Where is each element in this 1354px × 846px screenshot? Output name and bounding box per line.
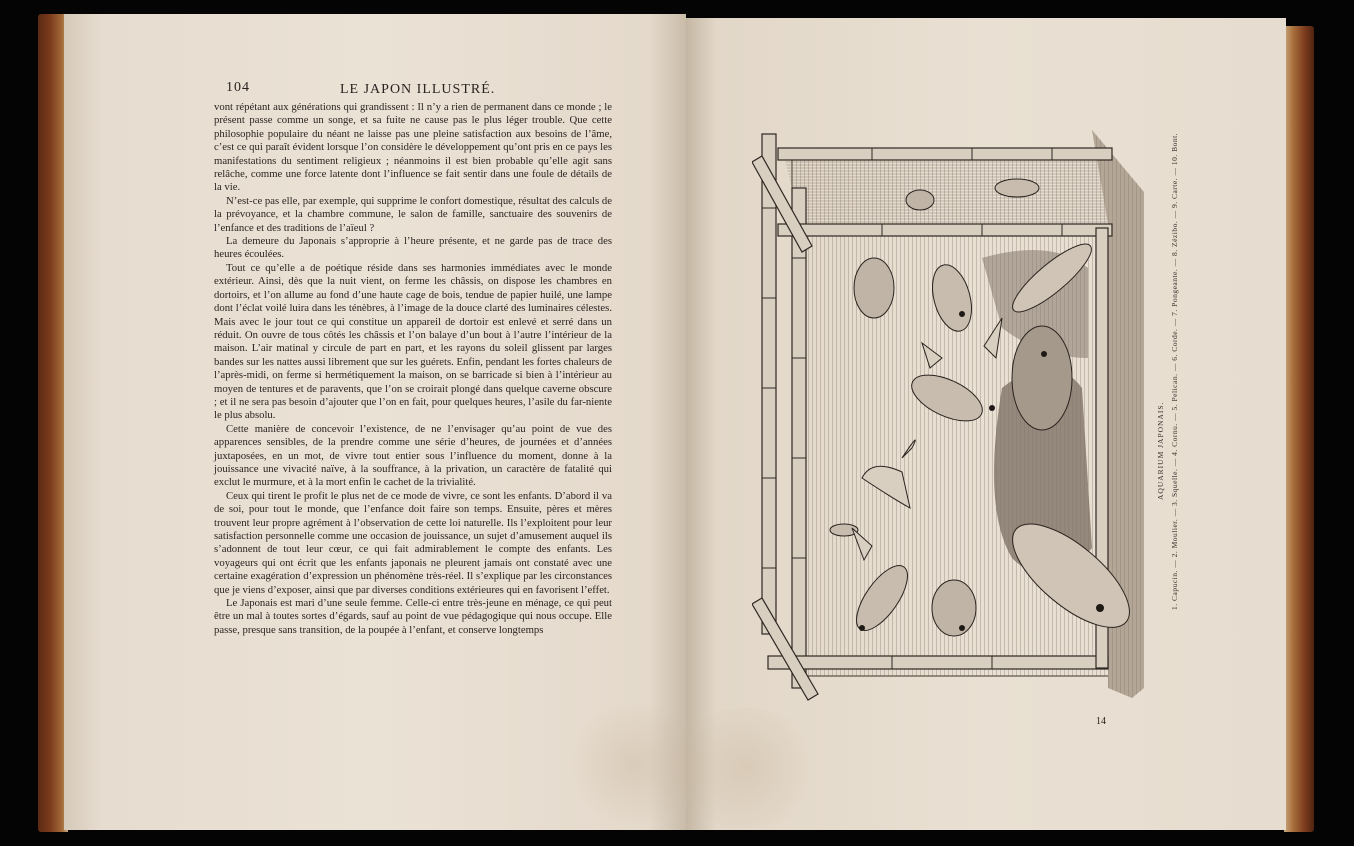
plate-title: AQUARIUM JAPONAIS.	[1156, 401, 1165, 500]
book-spine-edge-right	[1284, 26, 1314, 832]
plate-caption: 1. Capucin. — 2. Moulier. — 3. Squelle. — 4. Cornu. — 5. Pelican. — 6. Corde. — 7. Pongeante. — 8. Zézibo. — 9. Carte. — 10. Bont.	[1170, 132, 1179, 610]
paragraph: Cette manière de concevoir l’existence, de ne l’envisager qu’au point de vue des apparences sensibles, de la prendre comme une série d’heures, de journées et d’années juxtaposées, en un mot, de vivre tout entier sous l’influence du moment, donne à la jouissance une vivacité naïve, à la souffrance, à la privation, un caractère de fatalité qui exclut le murmure, et à la mort enfin le cachet de la trivialité.	[214, 422, 612, 489]
running-title: LE JAPON ILLUSTRÉ.	[340, 82, 496, 97]
paragraph: vont répétant aux générations qui grandissent : Il n’y a rien de permanent dans ce monde ; le présent passe comme un songe, et sa fuite ne cause pas le plus léger trouble. Que cette philosophie populaire du néant ne laisse pas une pleine satisfaction aux besoins de l’âme, c’est ce qui paraît évident lorsque l’on considère le développement qu’ont pris en ce pays les manifestations du sentiment religieux ; néanmoins il est bien probable qu’elle agit sans relâche, comme une force latente dont l’influence se fait sentir dans une foule de détails de la vie.	[214, 101, 612, 194]
water-stain	[666, 708, 826, 828]
body-text	[214, 101, 612, 637]
paragraph: Ceux qui tirent le profit le plus net de ce mode de vivre, ce sont les enfants. D’abord il va de soi, pour tout le monde, que l’enfance doit faire son temps. Ensuite, pères et mères trouvent leur propre agrément à l’observation de cette loi naturelle. Ils l’exploitent pour leur satisfaction personnelle comme une occasion de jouissance, un sujet d’amusement auquel ils s’adonnent de tout leur cœur, ce qui fait admirablement le compte des enfants. Les voyageurs qui ont écrit que les enfants japonais ne pleurent jamais ont constaté avec une certaine exagération d’expression un phénomène très-réel. Il s’explique par les circonstances que je viens d’exposer, ainsi que par diverses conditions extérieures qui en favorisent l’effet.	[214, 489, 612, 596]
paragraph: La demeure du Japonais s’approprie à l’heure présente, et ne garde pas de trace des heures écoulées.	[214, 235, 612, 261]
plate-number: 14	[1096, 716, 1106, 727]
paragraph: Le Japonais est mari d’une seule femme. Celle-ci entre très-jeune en ménage, ce qui peut être un mal à toutes sortes d’égards, sauf au point de vue pédagogique qui nous occupe. Elle passe, presque sans transition, de la poupée à l’enfant, et conserve longtemps	[214, 597, 612, 636]
page-number: 104	[226, 80, 250, 95]
aquarium-engraving	[752, 128, 1144, 706]
paragraph: N’est-ce pas elle, par exemple, qui supprime le confort domestique, résultat des calculs de la prévoyance, et la chambre commune, le salon de famille, sanctuaire des souvenirs de l’enfance et des traditions de l’aïeul ?	[214, 194, 612, 234]
paragraph: Tout ce qu’elle a de poétique réside dans ses harmonies immédiates avec le monde extérieur. Ainsi, dès que la nuit vient, on ferme les châssis, on dispose les chambres en dortoirs, et l’on allume au fond d’une haute cage de bois, tendue de papier huilé, une lampe dont l’éclat voilé luira dans les ténèbres, à l’image de la douce clarté des luminaires célestes. Mais avec le jour tout ce qui constitue un appareil de dortoir est enlevé et serré dans un réduit. On ouvre de tous côtés les châssis et l’on balaye d’un bout à l’autre l’intérieur de la maison. L’air matinal y circule de part en part, et les rayons du soleil glissent par larges bandes sur les nattes aussi librement que sur les guérets. Enfin, pendant les fortes chaleurs de l’après-midi, on ferme si hermétiquement la maison, on se barricade si bien à l’intérieur au moyen de tentures et de paravents, que l’on se croirait plongé dans quelque caverne obscure ; et il ne sera pas besoin d’ajouter que l’on en fait, pour quelques heures, l’asile du far-niente le plus absolu.	[214, 261, 612, 422]
